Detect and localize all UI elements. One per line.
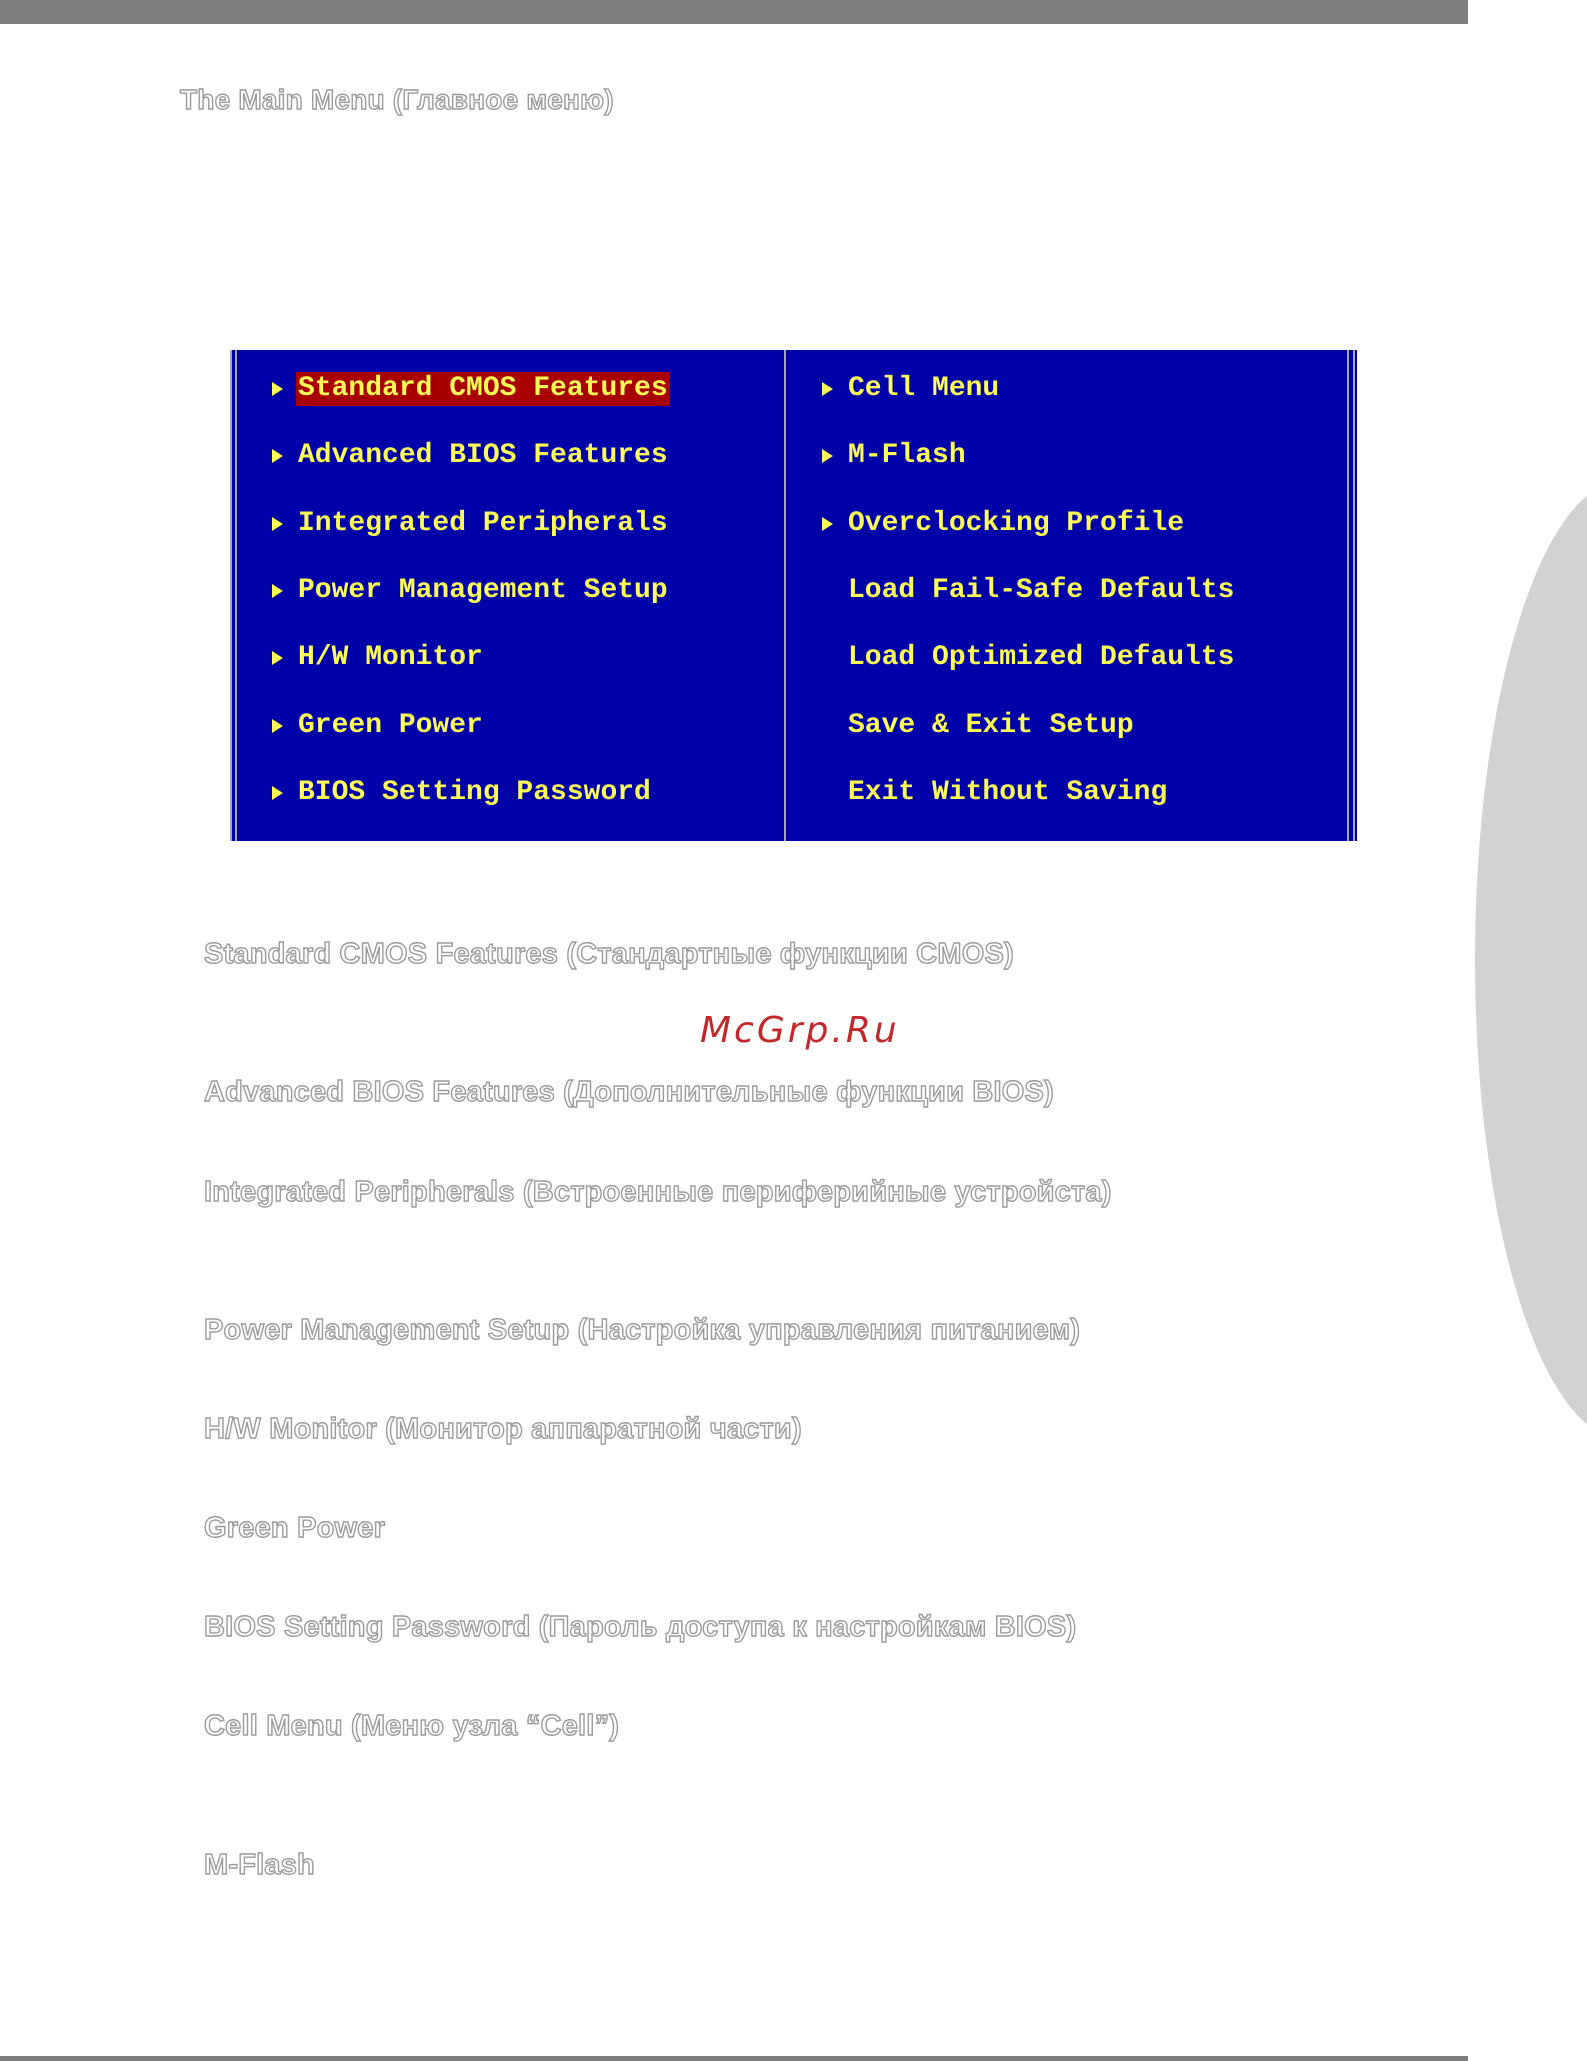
bios-menu-item-left[interactable] — [272, 372, 772, 406]
bios-border-left-outer — [230, 350, 232, 841]
bios-menu-item-left[interactable] — [272, 439, 772, 473]
bottom-rule — [0, 2056, 1468, 2061]
bios-menu-item-left[interactable] — [272, 507, 772, 541]
bios-menu-item-left[interactable] — [272, 574, 772, 608]
bios-menu-item-left[interactable] — [272, 641, 772, 675]
bios-menu-item-right[interactable] — [822, 574, 1322, 608]
bios-menu-item-right[interactable] — [822, 439, 1322, 473]
section-heading: Standard CMOS Features (Стандартные функции CMOS) — [204, 938, 1014, 970]
bios-menu-item-label: Overclocking Profile — [848, 507, 1185, 539]
watermark: McGrp.Ru — [700, 1010, 900, 1051]
bios-menu-item-label: Integrated Peripherals — [298, 507, 668, 539]
bios-menu-item-label: Advanced BIOS Features — [298, 440, 668, 472]
bios-menu-item-label: BIOS Setting Password — [298, 776, 651, 808]
side-tab — [1475, 480, 1587, 1440]
bios-menu-item-right[interactable] — [822, 641, 1322, 675]
top-bar — [0, 0, 1468, 24]
bios-menu-item-label: Power Management Setup — [298, 574, 668, 606]
submenu-arrow-icon — [272, 651, 283, 665]
bios-menu-item-label: M-Flash — [848, 440, 966, 472]
bios-border-left-inner — [235, 350, 237, 841]
bios-menu-item-right[interactable] — [822, 372, 1322, 406]
section-heading: M-Flash — [204, 1849, 315, 1881]
section-heading: BIOS Setting Password (Пароль доступа к настройкам BIOS) — [204, 1611, 1077, 1643]
submenu-arrow-icon — [272, 449, 283, 463]
section-heading: Integrated Peripherals (Встроенные периферийные устройста) — [204, 1176, 1112, 1208]
section-heading: Green Power — [204, 1512, 386, 1544]
bios-menu-item-right[interactable] — [822, 709, 1322, 743]
submenu-arrow-icon — [822, 517, 833, 531]
bios-menu-item-right[interactable] — [822, 507, 1322, 541]
bios-menu-item-label: Load Optimized Defaults — [848, 642, 1235, 674]
bios-menu-item-left[interactable] — [272, 776, 772, 810]
submenu-arrow-icon — [272, 786, 283, 800]
page-title: The Main Menu (Главное меню) — [180, 84, 614, 115]
submenu-arrow-icon — [272, 382, 283, 396]
bios-menu-item-left[interactable] — [272, 709, 772, 743]
section-heading: Power Management Setup (Настройка управления питанием) — [204, 1314, 1081, 1346]
submenu-arrow-icon — [272, 517, 283, 531]
section-heading: Advanced BIOS Features (Дополнительные функции BIOS) — [204, 1076, 1054, 1108]
section-heading: Cell Menu (Меню узла “Cell”) — [204, 1710, 620, 1742]
bios-menu-item-label: Standard CMOS Features — [298, 373, 668, 404]
section-heading: H/W Monitor (Монитор аппаратной части) — [204, 1413, 802, 1445]
submenu-arrow-icon — [822, 382, 833, 396]
bios-menu-item-label: Cell Menu — [848, 373, 1000, 404]
bios-column-divider — [784, 350, 786, 841]
bios-menu-item-label: Load Fail-Safe Defaults — [848, 574, 1235, 606]
bios-main-menu — [230, 350, 1357, 841]
submenu-arrow-icon — [272, 719, 283, 733]
bios-menu-item-label: Green Power — [298, 709, 483, 741]
submenu-arrow-icon — [822, 449, 833, 463]
bios-menu-item-label: Save & Exit Setup — [848, 709, 1134, 741]
bios-menu-item-right[interactable] — [822, 776, 1322, 810]
submenu-arrow-icon — [272, 584, 283, 598]
bios-menu-item-label: H/W Monitor — [298, 642, 483, 674]
bios-border-right-inner — [1347, 350, 1349, 841]
bios-border-right-outer — [1353, 350, 1355, 841]
bios-menu-item-label: Exit Without Saving — [848, 776, 1168, 808]
